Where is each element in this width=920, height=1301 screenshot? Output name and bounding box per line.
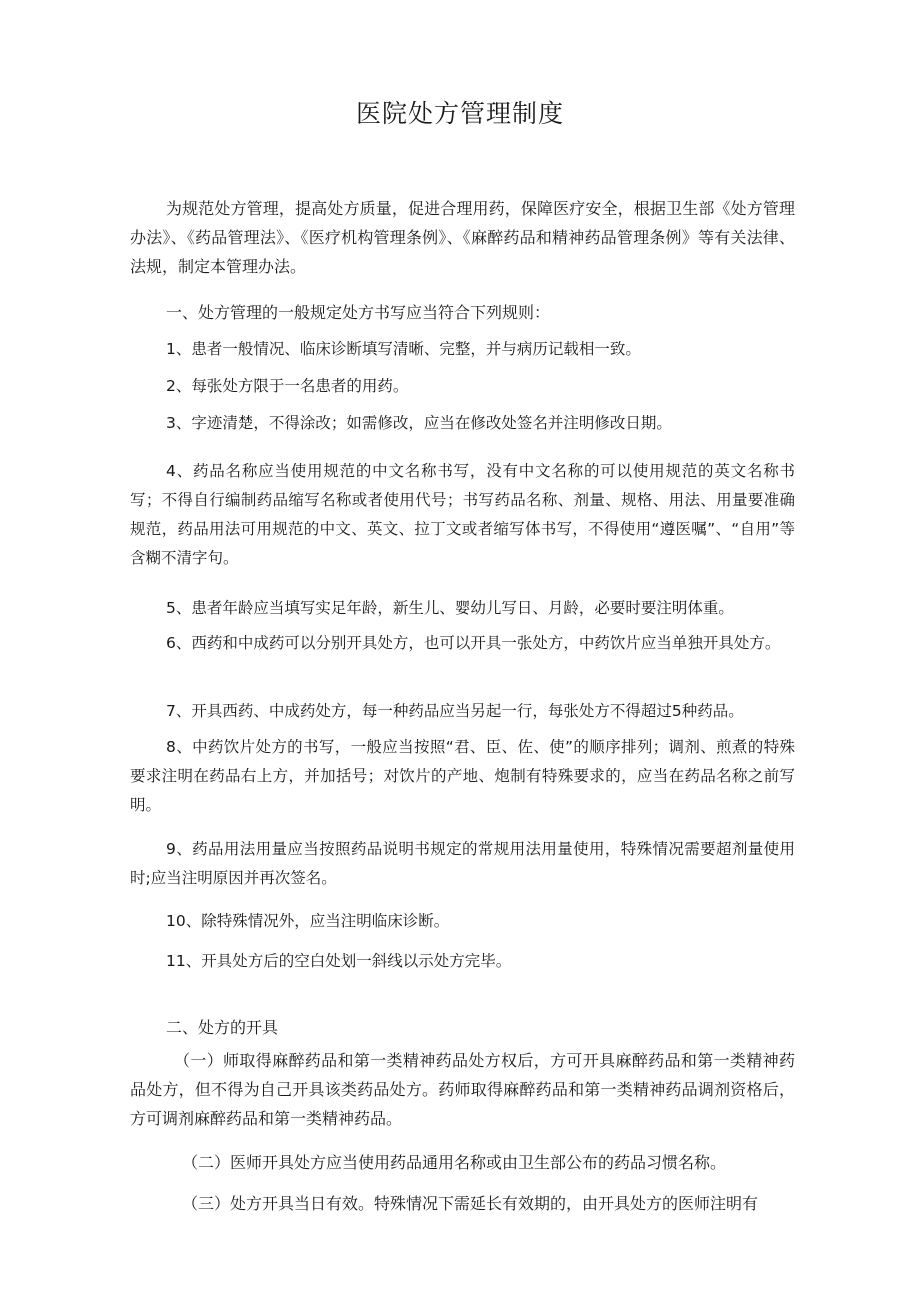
- section-1-heading: 一、处方管理的一般规定处方书写应当符合下列规则：: [166, 303, 551, 322]
- rule-item-9: 9、药品用法用量应当按照药品说明书规定的常规用法用量使用，特殊情况需要超剂量使用时;应当注明原因并再次签名。: [130, 840, 795, 887]
- section-2-item-2: （二）医师开具处方应当使用药品通用名称或由卫生部公布的药品习惯名称。: [182, 1153, 727, 1172]
- rule-item-7: 7、开具西药、中成药处方，每一种药品应当另起一行，每张处方不得超过5种药品。: [166, 702, 744, 720]
- section-2-heading: 二、处方的开具: [166, 1018, 279, 1037]
- rule-item-2: 2、每张处方限于一名患者的用药。: [166, 377, 409, 395]
- rule-item-10: 10、除特殊情况外，应当注明临床诊断。: [166, 912, 450, 930]
- rule-item-5: 5、患者年龄应当填写实足年龄，新生儿、婴幼儿写日、月龄，必要时要注明体重。: [166, 599, 734, 617]
- section-2-item-1: （一）师取得麻醉药品和第一类精神药品处方权后，方可开具麻醉药品和第一类精神药品处方，但不得为自己开具该类药品处方。药师取得麻醉药品和第一类精神药品调剂资格后，方可调剂麻醉药品和第一类精神药品。: [130, 1051, 795, 1128]
- rule-item-1: 1、患者一般情况、临床诊断填写清晰、完整，并与病历记载相一致。: [166, 340, 641, 358]
- rule-item-3: 3、字迹清楚，不得涂改；如需修改，应当在修改处签名并注明修改日期。: [166, 414, 672, 432]
- rule-item-11: 11、开具处方后的空白处划一斜线以示处方完毕。: [166, 952, 512, 970]
- rule-item-4: 4、药品名称应当使用规范的中文名称书写，没有中文名称的可以使用规范的英文名称书写；不得自行编制药品缩写名称或者使用代号；书写药品名称、剂量、规格、用法、用量要准确规范，药品用法可用规范的中文、英文、拉丁文或者缩写体书写，不得使用“遵医嘱”、“自用”等含糊不清字句。: [130, 462, 795, 567]
- page-title: 医院处方管理制度: [355, 99, 564, 128]
- rule-item-6: 6、西药和中成药可以分别开具处方，也可以开具一张处方，中药饮片应当单独开具处方。: [166, 634, 781, 652]
- section-2-item-3: （三）处方开具当日有效。特殊情况下需延长有效期的，由开具处方的医师注明有: [182, 1194, 759, 1213]
- rule-item-8: 8、中药饮片处方的书写，一般应当按照“君、臣、佐、使”的顺序排列；调剂、煎煮的特殊要求注明在药品右上方，并加括号；对饮片的产地、炮制有特殊要求的，应当在药品名称之前写明。: [130, 738, 795, 814]
- intro-paragraph: 为规范处方管理，提高处方质量，促进合理用药，保障医疗安全，根据卫生部《处方管理办法》、《药品管理法》、《医疗机构管理条例》、《麻醉药品和精神药品管理条例》等有关法律、法规，制定本管理办法。: [130, 199, 795, 276]
